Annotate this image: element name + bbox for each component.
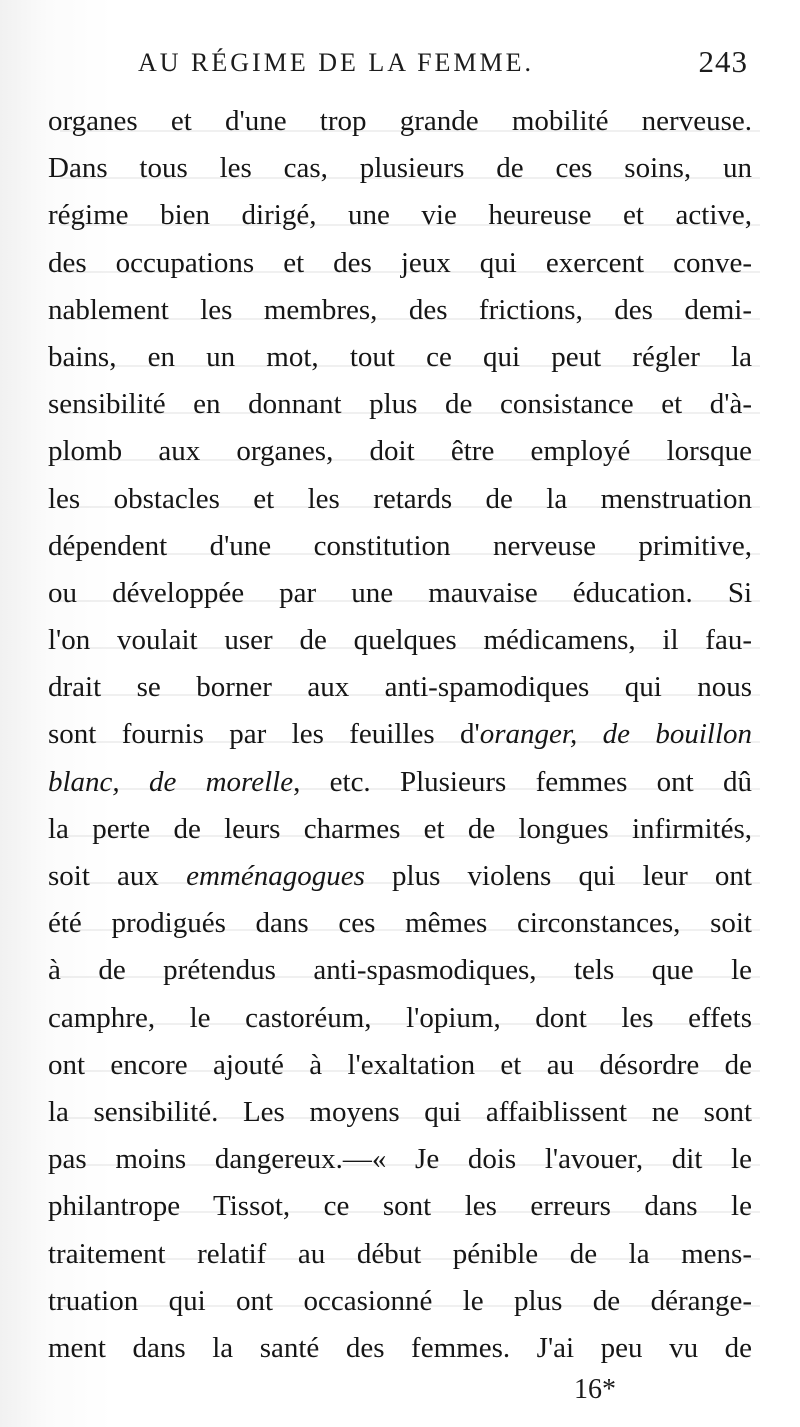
italic-term: emménagogues [186, 860, 365, 892]
text-line: la sensibilité. Les moyens qui affaiblissent ne sont [48, 1095, 752, 1128]
body-text [48, 98, 752, 1372]
text-line: régime bien dirigé, une vie heureuse et active, [48, 199, 752, 232]
text-line: des occupations et des jeux qui exercent conve- [48, 246, 752, 279]
text-line: les obstacles et les retards de la menstruation [48, 482, 752, 515]
text-line: ont encore ajouté à l'exaltation et au désordre de [48, 1048, 752, 1081]
text-line: truation qui ont occasionné le plus de dérange- [48, 1284, 752, 1317]
text-line: sensibilité en donnant plus de consistance et d'à- [48, 388, 752, 421]
running-head [138, 44, 748, 84]
text-line: nablement les membres, des frictions, des demi- [48, 293, 752, 326]
text-line: à de prétendus anti-spasmodiques, tels que le [48, 954, 752, 987]
text-line: la perte de leurs charmes et de longues infirmités, [48, 812, 752, 845]
italic-term: blanc, de morelle [48, 765, 294, 798]
text-line: été prodigués dans ces mêmes circonstances, soit [48, 907, 752, 940]
text-line: traitement relatif au début pénible de la mens- [48, 1237, 752, 1270]
text-line: pas moins dangereux.—« Je dois l'avouer, dit le [48, 1143, 752, 1176]
text-line: philantrope Tissot, ce sont les erreurs dans le [48, 1190, 752, 1223]
italic-term: oranger, de bouillon [479, 718, 752, 751]
text-line: blanc, de morelle, etc. Plusieurs femmes ont dû [48, 765, 752, 798]
text-line: ou développée par une mauvaise éducation. Si [48, 576, 752, 609]
text-line: l'on voulait user de quelques médicamens, il fau- [48, 624, 752, 657]
text-line: ment dans la santé des femmes. J'ai peu vu de [48, 1331, 752, 1364]
signature-mark: 16* [574, 1374, 616, 1405]
text-line: plomb aux organes, doit être employé lorsque [48, 435, 752, 468]
text-line: organes et d'une trop grande mobilité nerveuse. [48, 105, 752, 137]
text-line: bains, en un mot, tout ce qui peut régler la [48, 340, 752, 373]
text-line: dépendent d'une constitution nerveuse primitive, [48, 529, 752, 562]
text-line: Dans tous les cas, plusieurs de ces soins, un [48, 152, 752, 185]
text-line: sont fournis par les feuilles d'oranger, de bouillon [48, 718, 752, 751]
text-line: camphre, le castoréum, l'opium, dont les effets [48, 1001, 752, 1034]
text-line: drait se borner aux anti-spamodiques qui nous [48, 671, 752, 704]
text-line: soit aux emménagogues plus violens qui leur ont [48, 860, 752, 892]
running-title: AU RÉGIME DE LA FEMME. [138, 48, 535, 77]
page-number: 243 [698, 44, 748, 79]
